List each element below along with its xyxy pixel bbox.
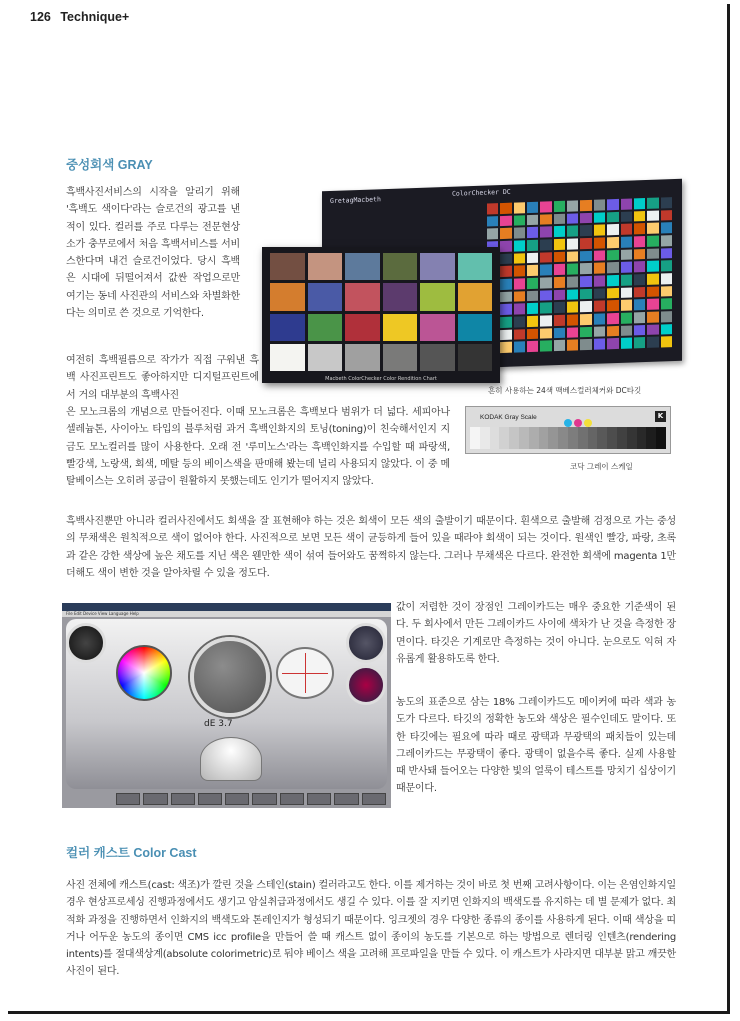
dc-patch [554,289,565,300]
color-patch [383,314,418,341]
dc-patch [514,202,525,213]
dc-patch [661,286,672,297]
app-menubar [62,611,391,617]
gray-step [499,427,509,449]
dc-patch [634,287,645,298]
dc-patch [594,237,605,248]
color-patch [345,283,380,310]
dc-patch [621,249,632,260]
dc-patch [634,312,645,323]
dc-patch [647,273,658,284]
dc-patch [540,265,551,276]
dc-patch [647,223,658,234]
dc-patch [661,311,672,322]
dc-patch [634,337,645,348]
dc-patch [580,314,591,325]
color-wheel [116,645,172,701]
dc-patch [500,241,511,252]
dc-patch [661,248,672,259]
dc-patch [567,200,578,211]
dc-patch [580,250,591,261]
dc-patch [527,240,538,251]
color-patch [458,314,493,341]
dc-patch [500,228,511,239]
color-patch [383,344,418,371]
dc-patch [647,198,658,209]
dc-patch [607,300,618,311]
dc-patch [567,289,578,300]
color-patch [383,283,418,310]
dc-patch [621,224,632,235]
app-titlebar [62,603,391,611]
dc-patch [567,238,578,249]
dc-patch [554,239,565,250]
measurement-target [276,647,334,699]
section-title-gray: 중성회색 GRAY [66,158,153,172]
dc-patch [634,299,645,310]
dc-patch [580,213,591,224]
paragraph-2a: 여전히 흑백필름으로 작가가 직접 구워낸 흑백 사진프린트도 좋아하지만 디지털프린트에서 거의 대부분의 흑백사진 [66,355,259,401]
dc-patch [514,265,525,276]
gray-step [578,427,588,449]
macbeth-colorchecker [262,247,500,383]
dc-patch [514,329,525,340]
dc-patch [647,235,658,246]
gray-step [656,427,666,449]
delta-e-readout: dE 3.7 [204,719,233,729]
dc-patch [594,326,605,337]
dc-patch [621,211,632,222]
gray-step [558,427,568,449]
dc-patch [607,250,618,261]
page-number: 126 [30,10,51,24]
dc-patch [567,327,578,338]
dc-patch [567,302,578,313]
paragraph-1: 흑백사진서비스의 시작을 알리기 위해 '흑백도 색이다'라는 슬로건의 광고를 낸 적이 있다. 컬러를 주로 다루는 전문현상소가 충무로에서 처음 흑백서비스를 서비스한다며 내건 슬로건이었다. 당시 흑백은 시대에 뒤떨어져서 값싼 작업으로만 여기는 동네 사진관의 서비스와 차별화한다는 의미로 쓴 것으로 기억한다. [66,187,240,320]
magenta-dot [574,419,582,427]
dc-patch [621,300,632,311]
dc-patch [634,249,645,260]
dc-patch [647,286,658,297]
color-patch [458,344,493,371]
dc-patch [500,279,511,290]
sample-swatches [116,793,386,805]
dc-patch [594,263,605,274]
dc-patch [607,313,618,324]
dc-patch [607,212,618,223]
dc-patch [514,240,525,251]
dc-patch [540,201,551,212]
dc-patch [487,203,498,214]
paragraph-3: 흑백사진뿐만 아니라 컬러사진에서도 회색을 잘 표현해야 하는 것은 회색이 모든 색의 출발이기 때문이다. 흰색으로 출발해 검정으로 가는 중성의 무채색은 원칙적으로 색이 없어야 한다. 사진적으로 보면 모든 색이 균등하게 들어 있을 때라야 회색이 되는 것이다. 원색인 빨강, 파랑, 초록과 같은 강한 색상에 높은 채도를 지닌 색은 웬만한 색이 섞여 들어와도 꿈쩍하지 않는다. 그러나 무채색은 다르다. 완전한 회색에 magenta 1만 더해도 색이 변한 것을 알아차릴 수 있을 정도다. [66,516,676,579]
dc-patch [661,324,672,335]
dc-patch [634,211,645,222]
color-patch [345,344,380,371]
dc-patch [647,261,658,272]
gray-step [617,427,627,449]
dc-patch [527,252,538,263]
gray-step [646,427,656,449]
dc-patch [527,290,538,301]
dc-patch [500,329,511,340]
dc-patch [500,317,511,328]
dc-patch [594,339,605,350]
dc-patch [647,299,658,310]
macbeth-chart-label: Macbeth ColorChecker Color Rendition Chart [325,376,437,382]
dc-patch [621,236,632,247]
dc-patch [661,273,672,284]
dc-patch [607,338,618,349]
gray-patch-circle [190,637,270,717]
lens-icon [66,623,106,663]
color-patch [308,253,343,280]
dc-patch [514,253,525,264]
color-patch [270,253,305,280]
dc-patch [567,314,578,325]
dc-patch [500,342,511,353]
dc-patch [554,302,565,313]
dc-patch [540,239,551,250]
dc-patch [621,287,632,298]
dc-patch [580,301,591,312]
dc-patch [500,203,511,214]
dc-patch [567,340,578,351]
measure-knob [200,737,262,781]
dc-patch [500,215,511,226]
dc-patch [594,288,605,299]
dc-patch [580,327,591,338]
gray-step [548,427,558,449]
color-patch [345,253,380,280]
dc-patch [554,340,565,351]
dc-patch [567,213,578,224]
gray-step [490,427,500,449]
gray-step [637,427,647,449]
yellow-dot [584,419,592,427]
color-patch [420,283,455,310]
gray-step-strip [470,427,666,449]
lens-icon-right-mid [346,665,386,705]
dc-patch [661,336,672,347]
color-patch [308,344,343,371]
dc-patch [567,276,578,287]
dc-patch [580,225,591,236]
dc-patch [514,342,525,353]
dc-patch [661,260,672,271]
dc-patch [554,277,565,288]
dc-patch [500,304,511,315]
page-header [30,10,129,24]
colorchecker-figure [262,185,682,383]
gray-measurement-software [62,603,391,808]
dc-patch [527,278,538,289]
dc-patch [580,339,591,350]
figure1-caption: 흔히 사용하는 24색 맥베스컬러체커와 DC타깃 [488,386,642,395]
gray-step [519,427,529,449]
color-patch [270,283,305,310]
dc-patch [554,213,565,224]
dc-patch [661,210,672,221]
dc-patch [580,289,591,300]
dc-patch [594,313,605,324]
dc-patch [607,224,618,235]
dc-patch [621,262,632,273]
dc-patch [540,328,551,339]
gray-step [597,427,607,449]
dc-patch [500,253,511,264]
dc-patch [527,316,538,327]
dc-patch [634,223,645,234]
lens-icon-right-top [346,623,386,663]
color-patch [270,344,305,371]
dc-patch [514,228,525,239]
dc-patch [607,275,618,286]
dc-patch [661,235,672,246]
dc-patch [647,210,658,221]
dc-patch [607,199,618,210]
paragraph-5: 농도의 표준으로 삼는 18% 그레이카드도 메이커에 따라 색과 농도가 다르다. 타깃의 정확한 농도와 색상은 필수인데도 말이다. 또한 타깃에는 필요에 따라 때로 광택과 무광택의 패치들이 있는데 그레이카드는 무광택이 좋다. 광택이 없을수록 좋다. 실제 사용할 때 반사돼 들어오는 다양한 빛의 얼룩이 테스트를 망치기 십상이기 때문이다. [396,697,676,795]
gray-step [539,427,549,449]
dc-patch [634,236,645,247]
paragraph-2b: 은 모노크롬의 개념으로 만들어진다. 이때 모노크롬은 흑백보다 범위가 더 넓다. 세피아나 셀레늄톤, 사이아노 타입의 블루처럼 과거 흑백인화지의 토닝(toning)이 친숙해서인지 지금도 모노컬러를 많이 사용한다. 오래 전 '루미노스'라는 흑백인화지를 수입할 때 파랑색, 빨강색, 노랑색, 회색, 메탈 등의 베이스색을 판매해 봤는데 널리 사용되지 않았다. 이 중 메탈베이스는 오히려 공급이 원활하지 못했는데도 인기가 떨어지지 않았다. [66,407,450,488]
section-title-color-cast: 컬러 캐스트 Color Cast [66,846,197,860]
color-patch [420,344,455,371]
dc-patch [540,214,551,225]
dc-patch [607,262,618,273]
dc-patch [567,264,578,275]
color-patch [308,283,343,310]
dc-patch [621,338,632,349]
dc-patch [554,327,565,338]
dc-patch [661,222,672,233]
gray-step [627,427,637,449]
color-patch [420,314,455,341]
dc-patch [634,198,645,209]
dc-patch [527,303,538,314]
dc-patch [527,202,538,213]
paragraph-color-cast: 사진 전체에 캐스트(cast: 색조)가 깔린 것을 스테인(stain) 컬러라고도 한다. 이를 제거하는 것이 바로 첫 번째 고려사항이다. 이는 은염인화지일 경우 현상프로세싱 진행과정에서도 생기고 암실취급과정에서도 생길 수 있다. 이를 잘 지키면 인화지의 백색도를 유지하는 데 별 문제가 없다. 최적화 과정을 진행하면서 인화지의 백색도와 톤레인지가 형성되기 때문이다. 잉크젯의 경우 다양한 종류의 종이를 사용하게 된다. 이때 색상을 띠거나 어두운 농도의 종이면 CMS icc profile을 만들어 쓸 때 캐스트 없이 종이의 농도를 기본으로 하는 방법으로 렌더링 인텐츠(rendering intents)를 절대색상계(absolute colorimetric)로 둬야 베이스 색을 고려해 프로파일을 만들 수 있다. 이 캐스트가 사라지면 대부분 맑고 깨끗한 사진이 된다. [66,880,676,978]
dc-patch [487,228,498,239]
gray-step [529,427,539,449]
colorchecker-dc-title: ColorChecker DC [452,187,511,198]
color-patch [458,283,493,310]
dc-patch [527,265,538,276]
dc-patch [527,328,538,339]
dc-patch [661,197,672,208]
dc-patch [540,290,551,301]
kodak-gray-scale [465,406,671,454]
dc-patch [514,278,525,289]
dc-patch [554,264,565,275]
dc-patch [514,291,525,302]
cyan-dot [564,419,572,427]
color-patch [270,314,305,341]
dc-patch [567,226,578,237]
figure2-caption: 코닥 그레이 스케일 [570,462,633,471]
dc-patch [634,274,645,285]
dc-patch [580,238,591,249]
dc-patch [527,227,538,238]
dc-patch [621,198,632,209]
dc-patch [554,315,565,326]
gretag-brand: GretagMacbeth [330,195,381,206]
color-patch [345,314,380,341]
color-patch [458,253,493,280]
dc-patch [554,251,565,262]
dc-patch [500,266,511,277]
dc-patch [540,227,551,238]
dc-patch [514,316,525,327]
dc-patch [594,301,605,312]
gray-step [480,427,490,449]
dc-patch [594,250,605,261]
dc-patch [634,325,645,336]
dc-patch [540,277,551,288]
dc-patch [594,275,605,286]
app-menu-items: File Edit Device View Language Help [66,611,139,616]
dc-patch [594,212,605,223]
dc-patch [607,326,618,337]
dc-patch [554,226,565,237]
paragraph-4: 값이 저렴한 것이 장점인 그레이카드는 매우 중요한 기준색이 된다. 두 회사에서 만든 그레이카드 사이에 색차가 난 것을 측정한 장면이다. 타깃은 기계로만 측정하는 것이 아니다. 눈으로도 익혀 자유롭게 활용하도록 한다. [396,602,676,665]
dc-patch [567,251,578,262]
dc-patch [580,276,591,287]
dc-patch-grid [487,197,672,353]
gray-step [588,427,598,449]
macbeth-patch-grid [270,253,492,371]
dc-patch [487,216,498,227]
dc-patch [621,312,632,323]
color-patch [383,253,418,280]
dc-patch [647,248,658,259]
dc-patch [594,199,605,210]
color-patch [308,314,343,341]
dc-patch [634,261,645,272]
section-label: Technique+ [60,10,130,24]
gray-step [568,427,578,449]
k-logo: K [655,411,666,422]
gray-step [509,427,519,449]
gray-step [470,427,480,449]
dc-patch [527,214,538,225]
dc-patch [661,298,672,309]
dc-patch [607,288,618,299]
dc-patch [647,324,658,335]
gray-step [607,427,617,449]
kodak-title: KODAK Gray Scale [480,414,537,421]
color-patch [420,253,455,280]
dc-patch [514,215,525,226]
dc-patch [594,225,605,236]
dc-patch [580,200,591,211]
dc-patch [540,252,551,263]
dc-patch [540,303,551,314]
dc-patch [647,337,658,348]
dc-patch [527,341,538,352]
dc-patch [514,304,525,315]
dc-patch [540,315,551,326]
dc-patch [647,312,658,323]
dc-patch [607,237,618,248]
dc-patch [554,201,565,212]
dc-patch [621,325,632,336]
dc-patch [580,263,591,274]
dc-patch [540,341,551,352]
dc-patch [500,291,511,302]
dc-patch [621,274,632,285]
